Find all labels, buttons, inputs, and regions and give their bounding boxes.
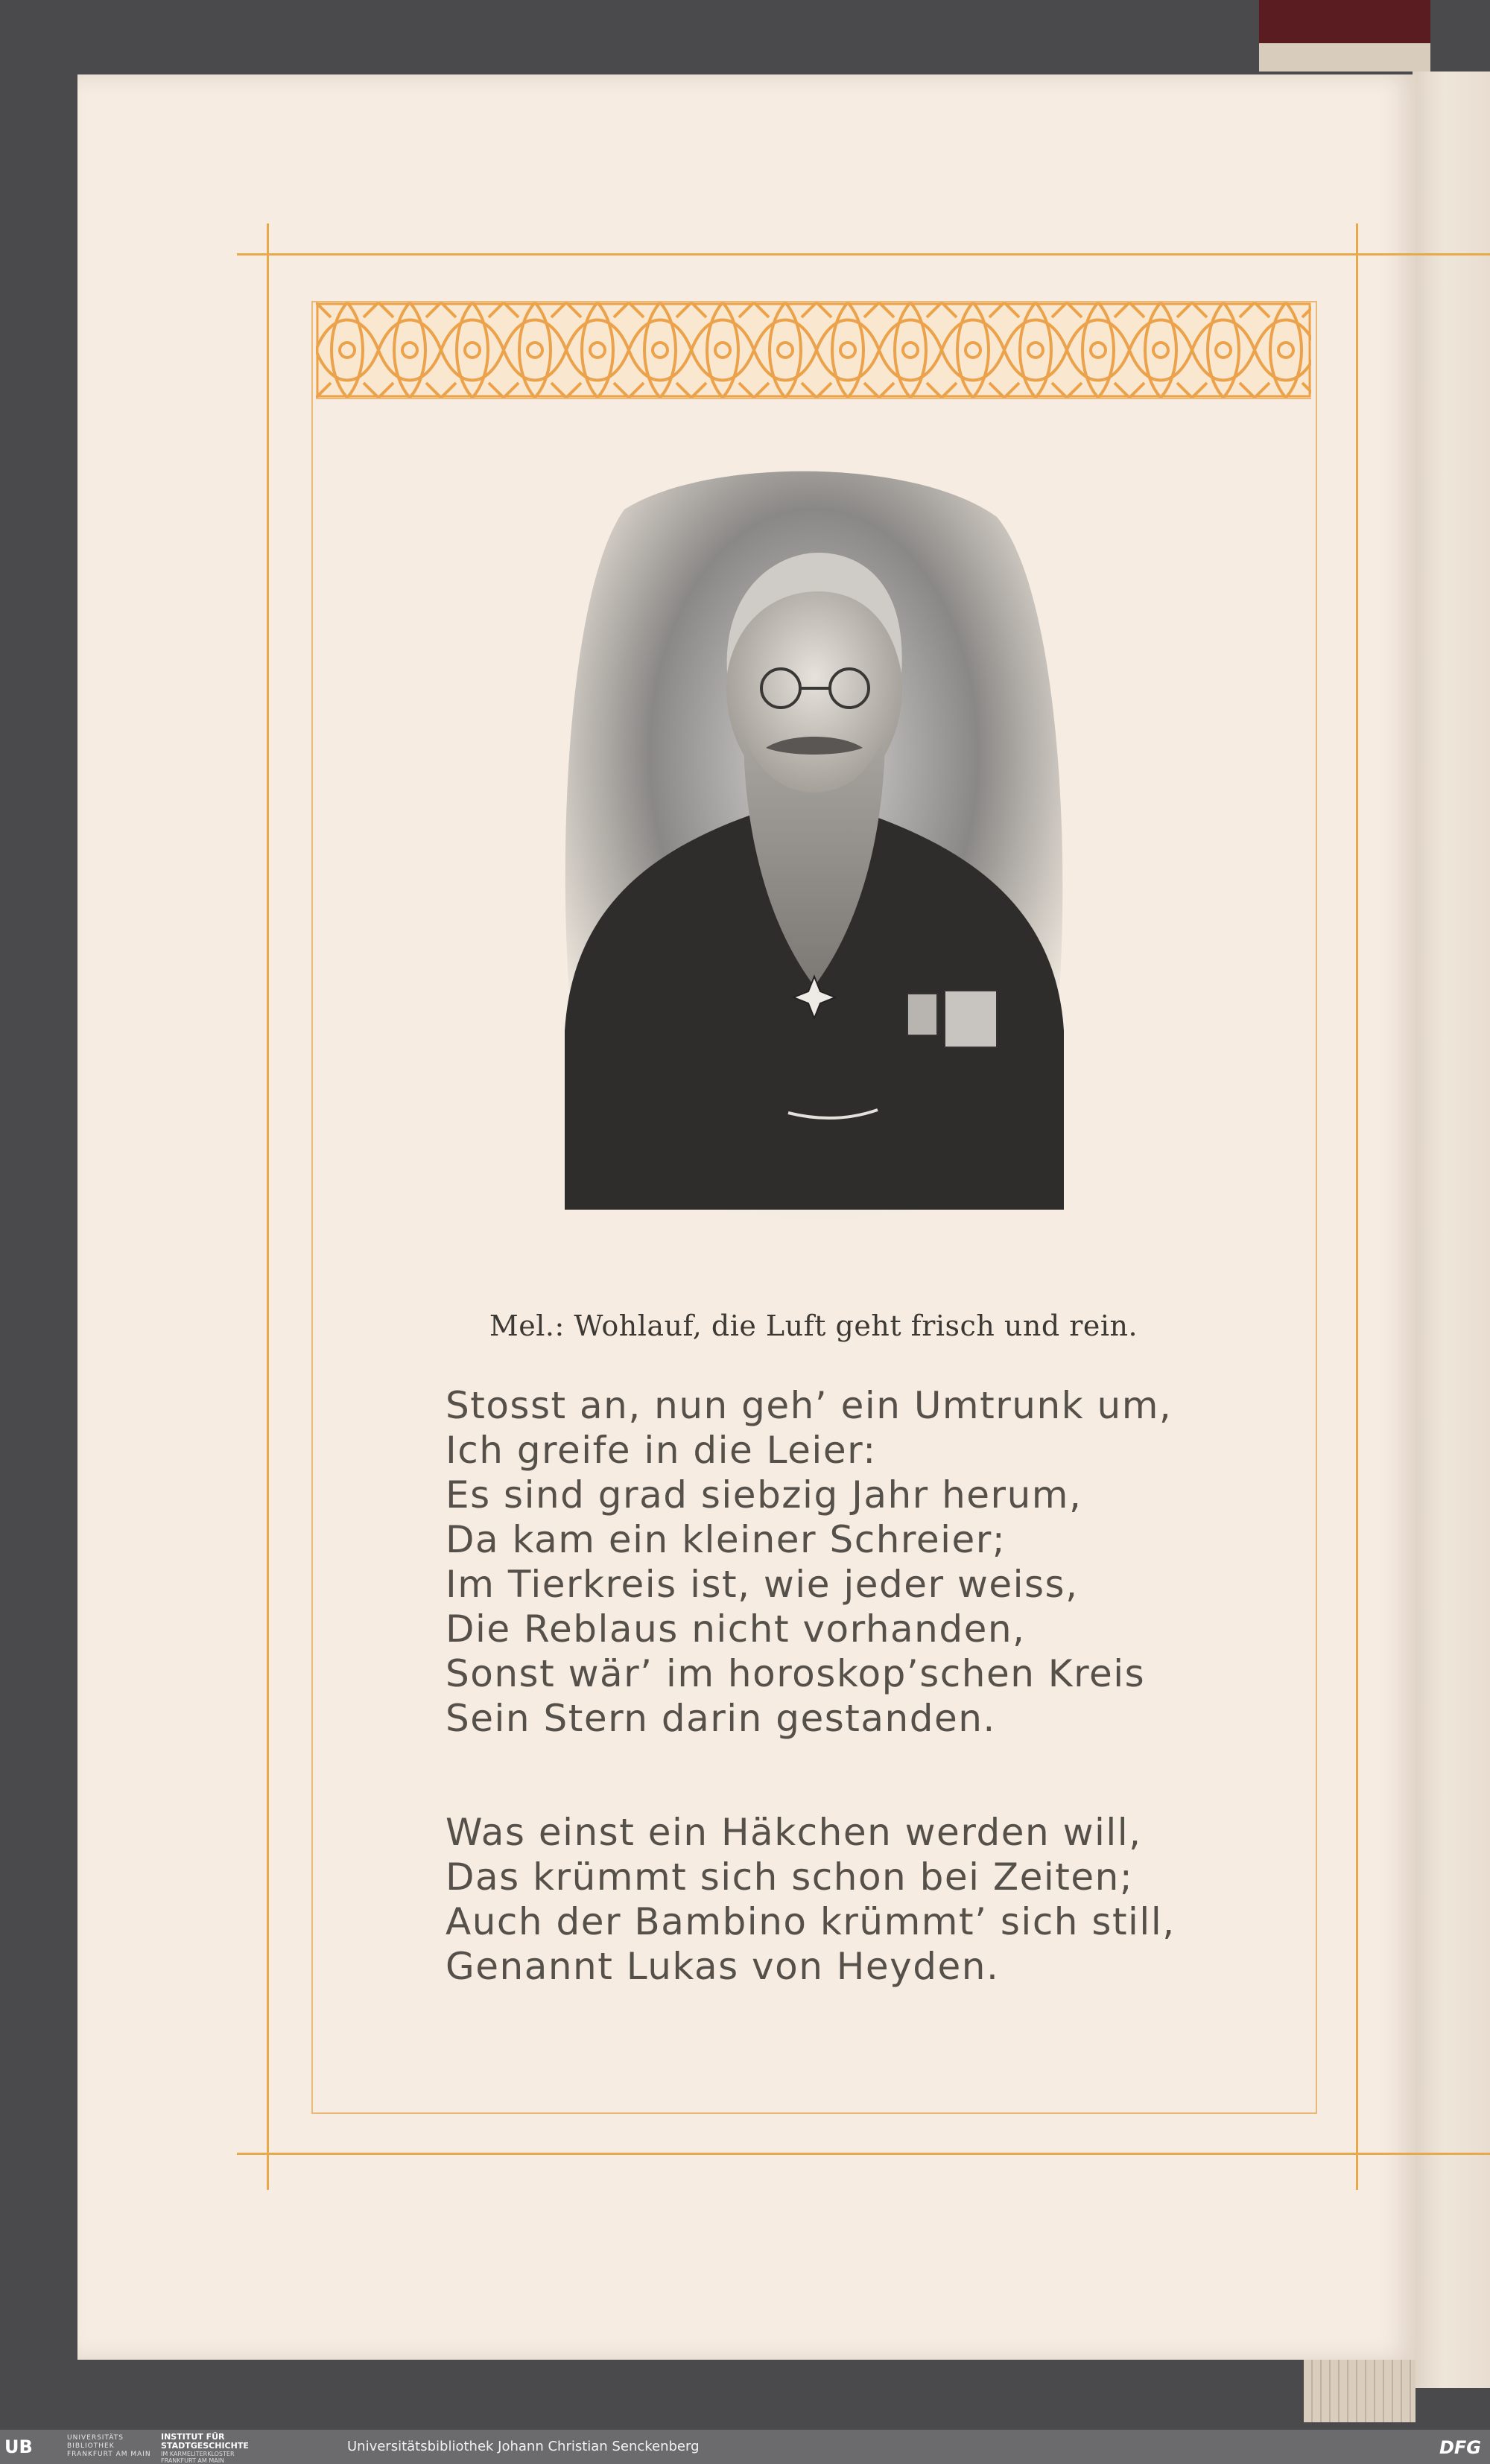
institute-sub-line: IM KARMELITERKLOSTER (161, 2451, 235, 2457)
ub-name (67, 2434, 151, 2459)
poem-line: Genannt Lukas von Heyden. (446, 1945, 1000, 1988)
poem-line: Sein Stern darin gestanden. (446, 1697, 996, 1740)
ornamental-border-band (316, 302, 1311, 399)
frame-right-line (1356, 223, 1358, 2190)
frame-left-line (267, 223, 269, 2190)
ub-name-line: FRANKFURT AM MAIN (67, 2451, 151, 2458)
frame-top-line (237, 253, 1490, 255)
portrait-photograph (557, 465, 1067, 1222)
ub-name-line: BIBLIOTHEK (67, 2442, 115, 2450)
ub-logo[interactable] (4, 2436, 33, 2458)
poem-line: Stosst an, nun geh’ ein Umtrunk um, (446, 1384, 1173, 1427)
poem-line: Im Tierkreis ist, wie jeder weiss, (446, 1563, 1079, 1606)
book-top-edge (1259, 0, 1430, 72)
poem-line: Was einst ein Häkchen werden will, (446, 1811, 1142, 1854)
institute-sub-line: FRANKFURT AM MAIN (161, 2457, 225, 2464)
institute-line: INSTITUT FÜR (161, 2432, 225, 2442)
dfg-logo[interactable]: DFG (1439, 2437, 1481, 2458)
poem-stanza-1 (446, 1383, 1295, 1741)
poem-line: Sonst wär’ im horoskop’schen Kreis (446, 1652, 1146, 1695)
poem-line: Es sind grad siebzig Jahr herum, (446, 1473, 1082, 1517)
poem-line: Da kam ein kleiner Schreier; (446, 1518, 1006, 1561)
library-name[interactable]: Universitätsbibliothek Johann Christian Senckenberg (347, 2439, 700, 2454)
ub-name-line: UNIVERSITÄTS (67, 2434, 124, 2442)
viewer-footer-bar (0, 2430, 1490, 2464)
poem-line: Die Reblaus nicht vorhanden, (446, 1607, 1026, 1651)
poem-stanza-2 (446, 1810, 1295, 1989)
poem-line: Ich greife in die Leier: (446, 1429, 877, 1472)
poem-line: Auch der Bambino krümmt’ sich still, (446, 1900, 1176, 1943)
adjacent-page-edge (1413, 72, 1490, 2388)
page-stack-edges (1304, 2354, 1416, 2422)
institute-line: STADTGESCHICHTE (161, 2441, 249, 2451)
institute-logo[interactable] (161, 2433, 249, 2464)
melody-line: Mel.: Wohlauf, die Luft geht frisch und rein. (489, 1309, 1138, 1342)
poem-line: Das krümmt sich schon bei Zeiten; (446, 1855, 1134, 1899)
ub-logo-text: UB (4, 2436, 33, 2457)
frame-bottom-line (237, 2153, 1490, 2155)
